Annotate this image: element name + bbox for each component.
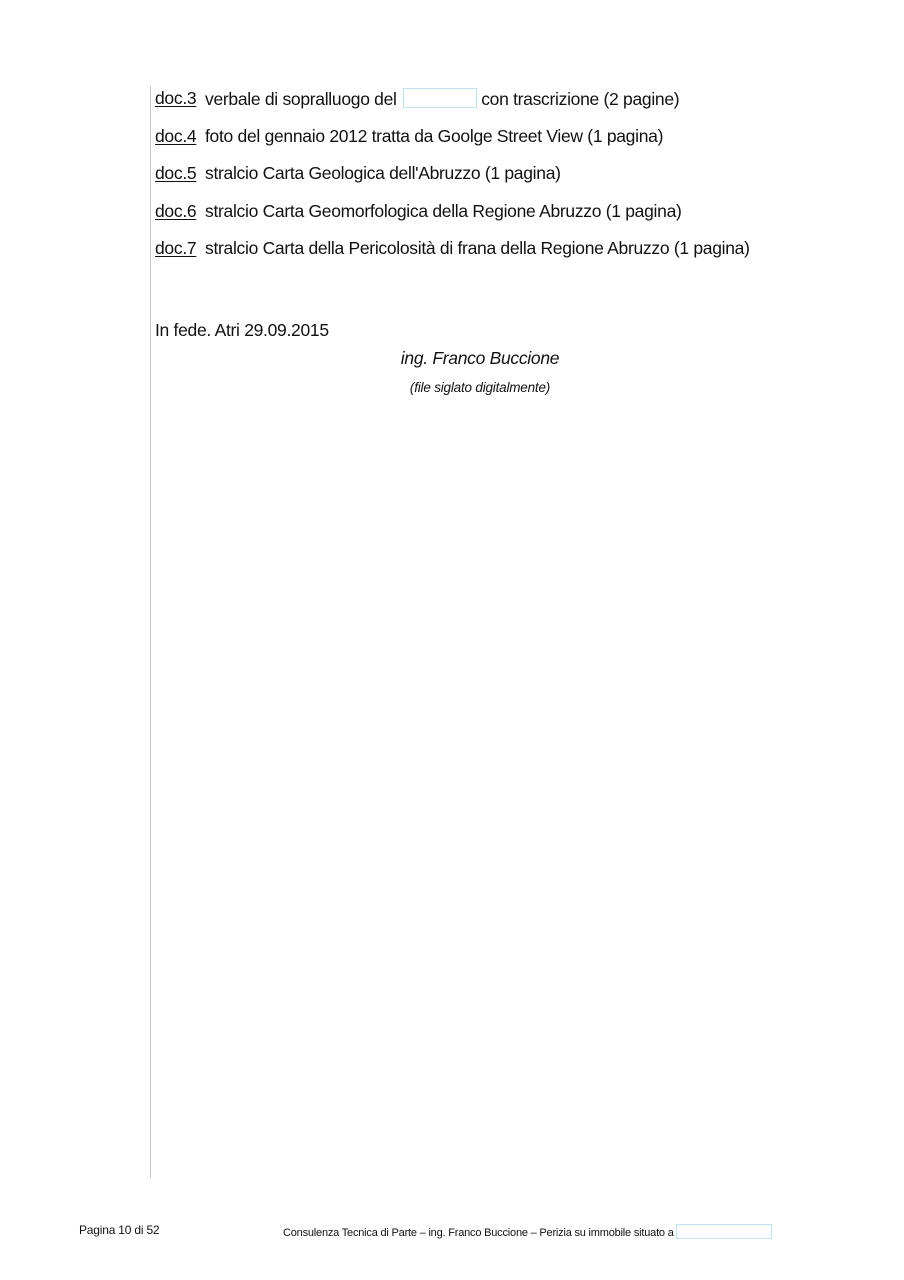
doc-code-link[interactable]: doc.7	[155, 238, 197, 258]
list-item	[155, 163, 855, 201]
redacted-date-field	[403, 88, 477, 108]
page-number: Pagina 10 di 52	[79, 1223, 160, 1237]
doc-code-link[interactable]: doc.3	[155, 88, 197, 108]
doc-code-link[interactable]: doc.6	[155, 200, 197, 221]
doc-code-link[interactable]: doc.4	[155, 125, 197, 146]
footer-description	[283, 1224, 772, 1239]
doc-description: foto del gennaio 2012 tratta da Goolge Street View (1 pagina)	[205, 125, 664, 146]
place-and-date: In fede. Atri 29.09.2015	[155, 320, 329, 340]
doc-description-end: con trascrizione (2 pagine)	[481, 89, 680, 109]
doc-description: stralcio Carta della Pericolosità di frana della Regione Abruzzo (1 pagina)	[205, 238, 750, 258]
doc-description: stralcio Carta Geomorfologica della Regione Abruzzo (1 pagina)	[205, 200, 682, 221]
list-item	[155, 88, 855, 126]
doc-code-link[interactable]: doc.5	[155, 163, 197, 183]
digital-signature-note: (file siglato digitalmente)	[409, 380, 551, 395]
doc-description	[205, 88, 679, 110]
footer-description-text: Consulenza Tecnica di Parte – ing. Franco Buccione – Perizia su immobile situato a	[283, 1227, 674, 1239]
attached-documents-list	[155, 88, 855, 276]
doc-description: stralcio Carta Geologica dell'Abruzzo (1 pagina)	[205, 163, 561, 183]
left-margin-rule	[150, 86, 151, 1178]
signatory-name: ing. Franco Buccione	[400, 348, 560, 368]
doc-description-start: verbale di sopralluogo del	[205, 89, 402, 109]
redacted-location-field	[676, 1224, 772, 1239]
list-item	[155, 126, 855, 164]
list-item	[155, 201, 855, 239]
list-item	[155, 238, 855, 276]
